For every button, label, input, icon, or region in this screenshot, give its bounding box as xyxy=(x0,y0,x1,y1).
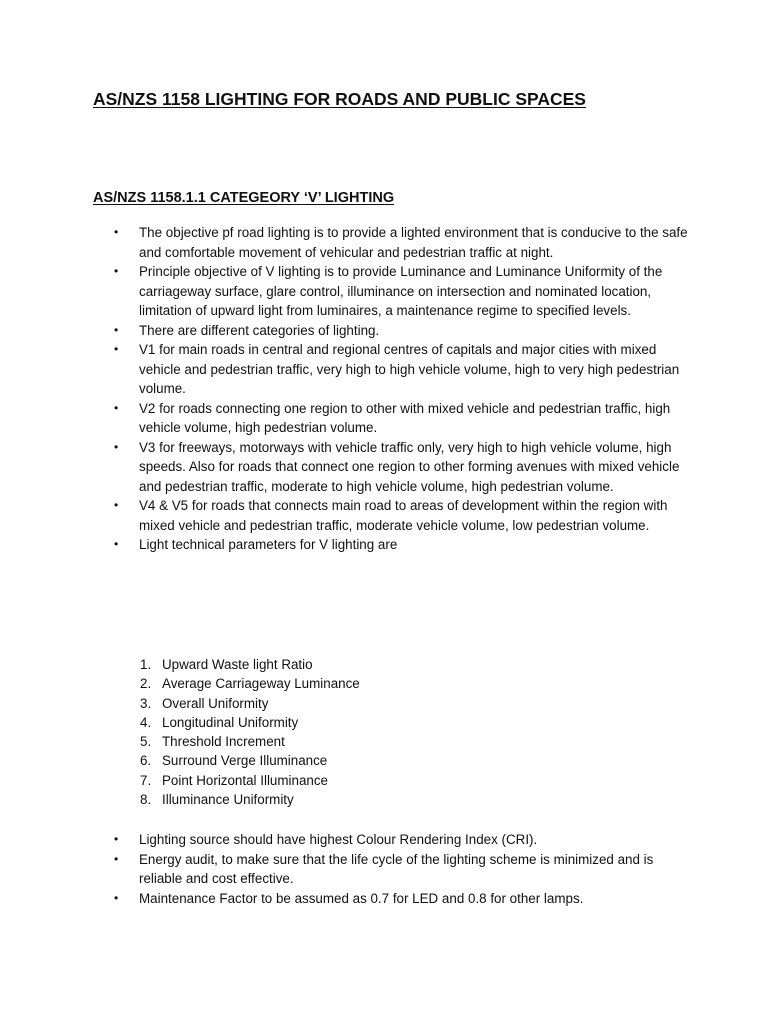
parameter-number: 1. xyxy=(140,657,152,672)
list-item-text: V3 for freeways, motorways with vehicle traffic only, very high to high vehicle volume, high speeds. Also for roads that connect one region to other forming avenues with mixed vehicle and pedestrian traffic, moderate to high vehicle volume, high pedestrian volume. xyxy=(139,439,680,494)
list-item-text: V4 & V5 for roads that connects main road to areas of development within the region with mixed vehicle and pedestrian traffic, moderate vehicle volume, low pedestrian volume. xyxy=(139,498,668,533)
parameter-item xyxy=(0,751,768,770)
list-item xyxy=(0,223,768,262)
bullet-icon: • xyxy=(114,890,119,905)
list-item xyxy=(0,535,768,555)
parameter-text: Average Carriageway Luminance xyxy=(162,676,360,692)
section-heading: AS/NZS 1158.1.1 CATEGEORY ‘V’ LIGHTING xyxy=(93,190,395,206)
list-item-text: V2 for roads connecting one region to other with mixed vehicle and pedestrian traffic, high vehicle volume, high pedestrian volume. xyxy=(139,400,671,435)
document-title-text: AS/NZS 1158 LIGHTING FOR ROADS AND PUBLIC SPACES xyxy=(93,89,586,109)
list-item xyxy=(0,438,768,497)
parameter-text: Surround Verge Illuminance xyxy=(162,753,328,769)
bullet-icon: • xyxy=(114,851,119,866)
parameter-text: Upward Waste light Ratio xyxy=(162,657,313,672)
parameter-item xyxy=(0,674,768,693)
list-item-text: V1 for main roads in central and regional centres of capitals and major cities with mixed vehicle and pedestrian traffic, very high to high vehicle volume, high to very high pedestrian volume. xyxy=(139,342,680,396)
list-item-text: Lighting source should have highest Colour Rendering Index (CRI). xyxy=(139,832,538,847)
list-item xyxy=(0,889,768,909)
bullet-icon: • xyxy=(114,225,119,239)
list-item-text: Energy audit, to make sure that the life cycle of the lighting scheme is minimized and is reliable and cost effective. xyxy=(139,851,654,886)
list-item-text: The objective pf road lighting is to provide a lighted environment that is conducive to the safe and comfortable movement of vehicular and pedestrian traffic at night. xyxy=(139,225,688,260)
parameter-item xyxy=(0,655,768,674)
bullet-icon: • xyxy=(114,498,119,512)
parameter-item xyxy=(0,732,768,751)
parameter-number: 6. xyxy=(140,753,152,769)
list-item xyxy=(0,496,768,535)
list-item xyxy=(0,830,768,850)
list-item-text: Principle objective of V lighting is to provide Luminance and Luminance Uniformity of the carriageway surface, glare control, illuminance on intersection and nominated location, limitation of upward light from luminaires, a maintenance regime to specified levels. xyxy=(139,264,663,318)
list-item-text: Light technical parameters for V lighting are xyxy=(139,537,398,552)
parameter-item xyxy=(0,790,768,809)
list-item xyxy=(0,262,768,321)
parameter-text: Point Horizontal Illuminance xyxy=(162,772,328,788)
parameter-item xyxy=(0,694,768,713)
parameter-list xyxy=(0,655,768,809)
parameter-number: 3. xyxy=(140,695,152,711)
list-item xyxy=(0,850,768,889)
parameter-number: 7. xyxy=(140,772,152,788)
bullet-icon: • xyxy=(114,264,119,278)
bullet-icon: • xyxy=(114,322,119,337)
bullet-list-closing xyxy=(0,830,768,908)
list-item xyxy=(0,340,768,399)
list-item xyxy=(0,321,768,341)
parameter-item xyxy=(0,713,768,732)
list-item-text: Maintenance Factor to be assumed as 0.7 for LED and 0.8 for other lamps. xyxy=(139,890,584,906)
bullet-icon: • xyxy=(114,832,119,846)
parameter-item xyxy=(0,771,768,790)
bullet-icon: • xyxy=(114,400,119,415)
parameter-number: 4. xyxy=(140,714,152,730)
parameter-text: Illuminance Uniformity xyxy=(162,792,294,808)
parameter-number: 2. xyxy=(140,676,152,692)
list-item-text: There are different categories of lighting. xyxy=(139,322,380,338)
parameter-text: Longitudinal Uniformity xyxy=(162,714,299,730)
document-title xyxy=(93,87,613,112)
parameter-number: 5. xyxy=(140,734,152,750)
bullet-list-main xyxy=(0,223,768,555)
bullet-icon: • xyxy=(114,439,119,454)
parameter-text: Threshold Increment xyxy=(162,734,285,750)
list-item xyxy=(0,399,768,438)
parameter-text: Overall Uniformity xyxy=(162,695,269,711)
parameter-number: 8. xyxy=(140,792,152,808)
bullet-icon: • xyxy=(114,537,119,551)
bullet-icon: • xyxy=(114,342,119,356)
